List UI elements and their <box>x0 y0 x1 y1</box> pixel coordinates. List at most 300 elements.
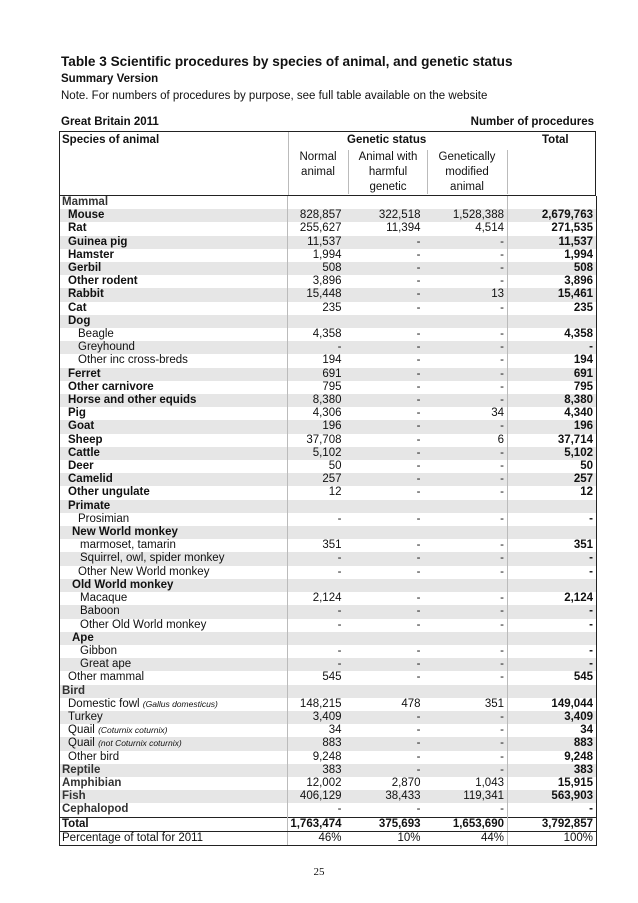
total-value: 8,380 <box>508 394 597 407</box>
table-row <box>60 368 597 381</box>
page-number: 25 <box>313 866 325 878</box>
species-label <box>60 711 288 724</box>
modified-value: - <box>427 737 508 750</box>
table-row <box>60 817 597 831</box>
table-row <box>60 803 597 817</box>
harmful-value <box>348 685 427 698</box>
modified-value: - <box>427 552 508 565</box>
normal-value: 15,448 <box>288 288 348 301</box>
species-label <box>60 394 288 407</box>
header-harmful-line3: genetic <box>369 181 407 193</box>
species-label <box>60 473 288 486</box>
total-value <box>508 579 597 592</box>
total-value: 100% <box>508 831 597 845</box>
total-value <box>508 685 597 698</box>
table-row <box>60 698 597 711</box>
modified-value: - <box>427 275 508 288</box>
normal-value: 1,994 <box>312 248 342 261</box>
total-value: - <box>508 605 597 618</box>
species-name: Total <box>62 817 89 830</box>
table-row <box>60 764 597 777</box>
modified-value: 1,653,690 <box>427 817 508 831</box>
normal-value: 235 <box>322 301 342 314</box>
species-name: Reptile <box>62 763 101 776</box>
table-row <box>60 209 597 222</box>
table-row <box>60 711 597 724</box>
species-name: Greyhound <box>78 341 135 354</box>
table-row <box>60 737 597 750</box>
species-name: Gibbon <box>80 644 118 657</box>
species-label <box>60 420 288 433</box>
total-value: 34 <box>508 724 597 737</box>
table-row <box>60 460 597 473</box>
total-value: - <box>508 803 597 817</box>
species-name: Macaque <box>80 592 128 605</box>
normal-value: 196 <box>288 420 348 433</box>
species-label <box>60 698 288 711</box>
normal-value <box>288 315 348 328</box>
normal-value <box>288 632 348 645</box>
normal-value: 34 <box>328 724 342 737</box>
harmful-value: - <box>348 341 427 354</box>
modified-value <box>427 579 508 592</box>
table-header <box>59 131 596 196</box>
species-label <box>60 685 288 698</box>
species-label <box>60 764 288 777</box>
modified-value <box>427 526 508 539</box>
species-label <box>60 671 288 684</box>
normal-value: 255,627 <box>299 222 342 235</box>
harmful-value: 478 <box>401 697 421 710</box>
species-name: Prosimian <box>78 512 130 525</box>
total-value: 11,537 <box>508 236 597 249</box>
modified-value: - <box>427 592 508 605</box>
species-name: Beagle <box>78 328 114 341</box>
species-name: Other carnivore <box>68 380 154 393</box>
total-value: 795 <box>508 381 597 394</box>
modified-value: - <box>427 381 508 394</box>
species-label <box>60 777 288 790</box>
total-value: 149,044 <box>508 698 597 711</box>
species-name: Goat <box>68 420 95 433</box>
modified-value: - <box>427 751 508 764</box>
total-value: 3,409 <box>508 711 597 724</box>
table-row <box>60 341 597 354</box>
harmful-value: - <box>348 764 427 777</box>
modified-value <box>427 500 508 513</box>
normal-value: 11,537 <box>288 236 348 249</box>
species-name: Cephalopod <box>62 803 129 816</box>
normal-value: 508 <box>288 262 348 275</box>
harmful-value: - <box>416 671 421 684</box>
species-label <box>60 209 288 222</box>
species-label <box>60 592 288 605</box>
total-value: - <box>508 658 597 671</box>
total-value: 5,102 <box>508 447 597 460</box>
table-row <box>60 724 597 737</box>
total-value: 508 <box>508 262 597 275</box>
table-row <box>60 473 597 486</box>
harmful-value <box>348 500 427 513</box>
species-name: marmoset, tamarin <box>80 539 176 552</box>
species-name: Squirrel, owl, spider monkey <box>80 552 225 565</box>
normal-value: 9,248 <box>312 750 342 763</box>
normal-value: - <box>337 618 342 631</box>
total-value <box>508 315 597 328</box>
species-label <box>60 315 288 328</box>
normal-value: 4,306 <box>312 407 342 420</box>
table-row <box>60 420 597 433</box>
modified-value: - <box>427 236 508 249</box>
table-note: Note. For numbers of procedures by purpose, see full table available on the website <box>61 90 488 102</box>
modified-value <box>427 315 508 328</box>
species-label <box>60 619 288 632</box>
species-label <box>60 790 288 803</box>
modified-value: - <box>427 566 508 579</box>
normal-value: - <box>337 803 342 816</box>
species-name: Cattle <box>68 446 100 459</box>
harmful-value: - <box>348 420 427 433</box>
table-row <box>60 685 597 698</box>
species-name: Percentage of total for 2011 <box>62 831 204 844</box>
modified-value <box>427 685 508 698</box>
total-value: 3,792,857 <box>508 817 597 831</box>
total-value: 1,994 <box>508 249 597 262</box>
total-value: 2,679,763 <box>508 209 597 222</box>
normal-value: 194 <box>322 354 342 367</box>
table-row <box>60 447 597 460</box>
harmful-value: - <box>348 658 427 671</box>
harmful-value: - <box>348 473 427 486</box>
table-row <box>60 619 597 632</box>
normal-value: 828,857 <box>288 209 348 222</box>
species-label <box>60 275 288 288</box>
harmful-value: - <box>416 486 421 499</box>
species-label <box>60 513 288 526</box>
normal-value: - <box>288 658 348 671</box>
species-label <box>60 831 288 845</box>
header-modified-line2: modified <box>445 166 489 178</box>
normal-value: - <box>288 341 348 354</box>
table-row <box>60 302 597 315</box>
species-name: Gerbil <box>68 262 102 275</box>
species-name: Ape <box>72 631 94 644</box>
normal-value: 50 <box>328 460 342 473</box>
species-name: Bird <box>62 684 85 697</box>
modified-value: 119,341 <box>427 790 508 803</box>
species-name: Rabbit <box>68 288 104 301</box>
normal-value: 351 <box>322 539 342 552</box>
table-row <box>60 500 597 513</box>
harmful-value: 38,433 <box>348 790 427 803</box>
normal-value: 5,102 <box>288 447 348 460</box>
header-modified-line3: animal <box>450 181 484 193</box>
species-label <box>60 486 288 499</box>
normal-value: 37,708 <box>306 433 342 446</box>
modified-value: - <box>427 658 508 671</box>
total-value: 563,903 <box>508 790 597 803</box>
species-name: Other Old World monkey <box>80 618 207 631</box>
table-row <box>60 222 597 235</box>
table-row <box>60 777 597 790</box>
harmful-value: - <box>416 644 421 657</box>
species-label <box>60 579 288 592</box>
table-row <box>60 486 597 499</box>
normal-value: 883 <box>288 737 348 750</box>
total-value <box>508 196 597 209</box>
table-row <box>60 592 597 605</box>
species-label <box>60 632 288 645</box>
modified-value: - <box>427 711 508 724</box>
harmful-value: - <box>416 275 421 288</box>
species-name: Dog <box>68 314 91 327</box>
total-value: - <box>508 619 597 632</box>
table-title: Table 3 Scientific procedures by species of animal, and genetic status <box>61 54 513 69</box>
modified-value: - <box>427 605 508 618</box>
harmful-value: - <box>416 328 421 341</box>
species-label <box>60 447 288 460</box>
normal-value: 148,215 <box>299 697 342 710</box>
modified-value: 1,043 <box>427 777 508 790</box>
species-label <box>60 434 288 447</box>
normal-value <box>288 500 348 513</box>
table-row <box>60 354 597 367</box>
modified-value: - <box>427 368 508 381</box>
modified-value: - <box>427 671 508 684</box>
header-total: Total <box>542 134 569 146</box>
table-row <box>60 315 597 328</box>
modified-value: - <box>427 249 508 262</box>
species-name: Camelid <box>68 473 113 486</box>
species-name: Other rodent <box>68 275 138 288</box>
modified-value: 6 <box>427 434 508 447</box>
modified-value: - <box>427 262 508 275</box>
normal-value: 8,380 <box>288 394 348 407</box>
table-row <box>60 566 597 579</box>
species-name: Sheep <box>68 433 103 446</box>
table-row <box>60 605 597 618</box>
modified-value <box>427 196 508 209</box>
harmful-value: - <box>348 737 427 750</box>
species-label <box>60 328 288 341</box>
table-row <box>60 249 597 262</box>
table-row <box>60 539 597 552</box>
modified-value: - <box>427 539 508 552</box>
normal-value: 3,409 <box>288 711 348 724</box>
header-harmful-line2: harmful <box>368 166 408 178</box>
modified-value: 13 <box>427 288 508 301</box>
species-name: Deer <box>68 460 94 473</box>
table-row <box>60 751 597 764</box>
normal-value: 12 <box>328 486 342 499</box>
total-value: - <box>508 566 597 579</box>
total-value: - <box>508 552 597 565</box>
species-label <box>60 751 288 764</box>
harmful-value: - <box>416 618 421 631</box>
harmful-value: - <box>348 447 427 460</box>
species-label <box>60 341 288 354</box>
normal-value <box>288 579 348 592</box>
species-name: Primate <box>68 499 111 512</box>
table-body <box>60 196 597 845</box>
total-value: 50 <box>508 460 597 473</box>
header-modified <box>427 150 508 194</box>
harmful-value: - <box>416 512 421 525</box>
modified-value: - <box>427 764 508 777</box>
table-row <box>60 790 597 803</box>
normal-value: 383 <box>288 764 348 777</box>
header-genetic-status: Genetic status <box>347 134 427 146</box>
modified-value: - <box>427 420 508 433</box>
total-value: 383 <box>508 764 597 777</box>
table-row <box>60 579 597 592</box>
header-harmful <box>348 150 428 194</box>
species-name: Amphibian <box>62 776 122 789</box>
modified-value: 34 <box>427 407 508 420</box>
total-value: 271,535 <box>508 222 597 235</box>
table-row <box>60 328 597 341</box>
harmful-value: - <box>416 380 421 393</box>
species-name: Great ape <box>80 658 132 671</box>
species-name: Other inc cross-breds <box>78 354 188 367</box>
harmful-value <box>348 632 427 645</box>
normal-value <box>288 526 348 539</box>
harmful-value: 10% <box>348 831 427 845</box>
species-name: Cat <box>68 301 87 314</box>
table-row <box>60 632 597 645</box>
table-row <box>60 434 597 447</box>
table-row <box>60 552 597 565</box>
normal-value: - <box>337 512 342 525</box>
harmful-value <box>348 196 427 209</box>
species-name: Fish <box>62 790 86 803</box>
normal-value: 3,896 <box>312 275 342 288</box>
harmful-value: - <box>416 592 421 605</box>
modified-value: - <box>427 645 508 658</box>
table-row <box>60 526 597 539</box>
normal-value: - <box>288 552 348 565</box>
modified-value: - <box>427 486 508 499</box>
header-species: Species of animal <box>62 134 160 146</box>
harmful-value: - <box>416 565 421 578</box>
total-value: 883 <box>508 737 597 750</box>
total-value: 194 <box>508 354 597 367</box>
species-label <box>60 381 288 394</box>
modified-value: 351 <box>427 698 508 711</box>
harmful-value: 11,394 <box>386 222 421 235</box>
total-value: 15,915 <box>508 777 597 790</box>
harmful-value: - <box>348 605 427 618</box>
table-row <box>60 288 597 301</box>
species-label <box>60 658 288 671</box>
normal-value: - <box>337 565 342 578</box>
species-label <box>60 539 288 552</box>
harmful-value: 322,518 <box>348 209 427 222</box>
species-label <box>60 302 288 315</box>
harmful-value <box>348 579 427 592</box>
modified-value: - <box>427 354 508 367</box>
modified-value: 44% <box>427 831 508 845</box>
species-name: Mammal <box>62 196 109 208</box>
harmful-value: - <box>348 236 427 249</box>
total-value: 545 <box>508 671 597 684</box>
species-name: Quail <box>68 724 95 737</box>
table-row <box>60 831 597 845</box>
normal-value <box>288 196 348 209</box>
harmful-value: - <box>416 724 421 737</box>
normal-value: 406,129 <box>288 790 348 803</box>
harmful-value: - <box>416 407 421 420</box>
harmful-value: - <box>348 711 427 724</box>
species-name: Other ungulate <box>68 486 150 499</box>
species-label <box>60 407 288 420</box>
total-value: 691 <box>508 368 597 381</box>
modified-value <box>427 632 508 645</box>
modified-value: - <box>427 619 508 632</box>
harmful-value: - <box>416 248 421 261</box>
species-name: Ferret <box>68 367 101 380</box>
total-value: 2,124 <box>508 592 597 605</box>
header-harmful-line1: Animal with <box>358 151 418 163</box>
normal-value: - <box>288 605 348 618</box>
total-value: 4,358 <box>508 328 597 341</box>
species-name: Old World monkey <box>72 578 174 591</box>
species-label <box>60 803 288 817</box>
species-latin-name: (Gallus domesticus) <box>142 698 218 709</box>
species-name: Quail <box>68 737 95 750</box>
modified-value: - <box>427 394 508 407</box>
modified-value: - <box>427 328 508 341</box>
total-value: 9,248 <box>508 751 597 764</box>
species-label <box>60 552 288 565</box>
normal-value: 12,002 <box>306 776 342 789</box>
species-label <box>60 236 288 249</box>
harmful-value: 2,870 <box>391 776 421 789</box>
total-value: 12 <box>508 486 597 499</box>
modified-value: - <box>427 513 508 526</box>
harmful-value: - <box>416 803 421 816</box>
total-value: 37,714 <box>508 434 597 447</box>
species-label <box>60 460 288 473</box>
species-label <box>60 526 288 539</box>
harmful-value: - <box>416 539 421 552</box>
table-row <box>60 236 597 249</box>
modified-value: - <box>427 302 508 315</box>
table-row <box>60 513 597 526</box>
table-row <box>60 658 597 671</box>
total-value: 257 <box>508 473 597 486</box>
table-subtitle: Summary Version <box>61 73 159 85</box>
species-name: Hamster <box>68 248 115 261</box>
total-value <box>508 526 597 539</box>
species-name: Guinea pig <box>68 235 128 248</box>
species-name: Domestic fowl <box>68 697 140 710</box>
region-label: Great Britain 2011 <box>61 116 159 128</box>
species-label <box>60 354 288 367</box>
harmful-value: - <box>348 552 427 565</box>
table-row <box>60 275 597 288</box>
species-label <box>60 288 288 301</box>
modified-value: - <box>427 803 508 817</box>
modified-value: - <box>427 473 508 486</box>
species-name: Turkey <box>68 710 103 723</box>
modified-value: 4,514 <box>427 222 508 235</box>
species-name: Other bird <box>68 750 120 763</box>
species-label <box>60 262 288 275</box>
species-label <box>60 724 288 737</box>
modified-value: - <box>427 341 508 354</box>
species-label <box>60 737 288 750</box>
